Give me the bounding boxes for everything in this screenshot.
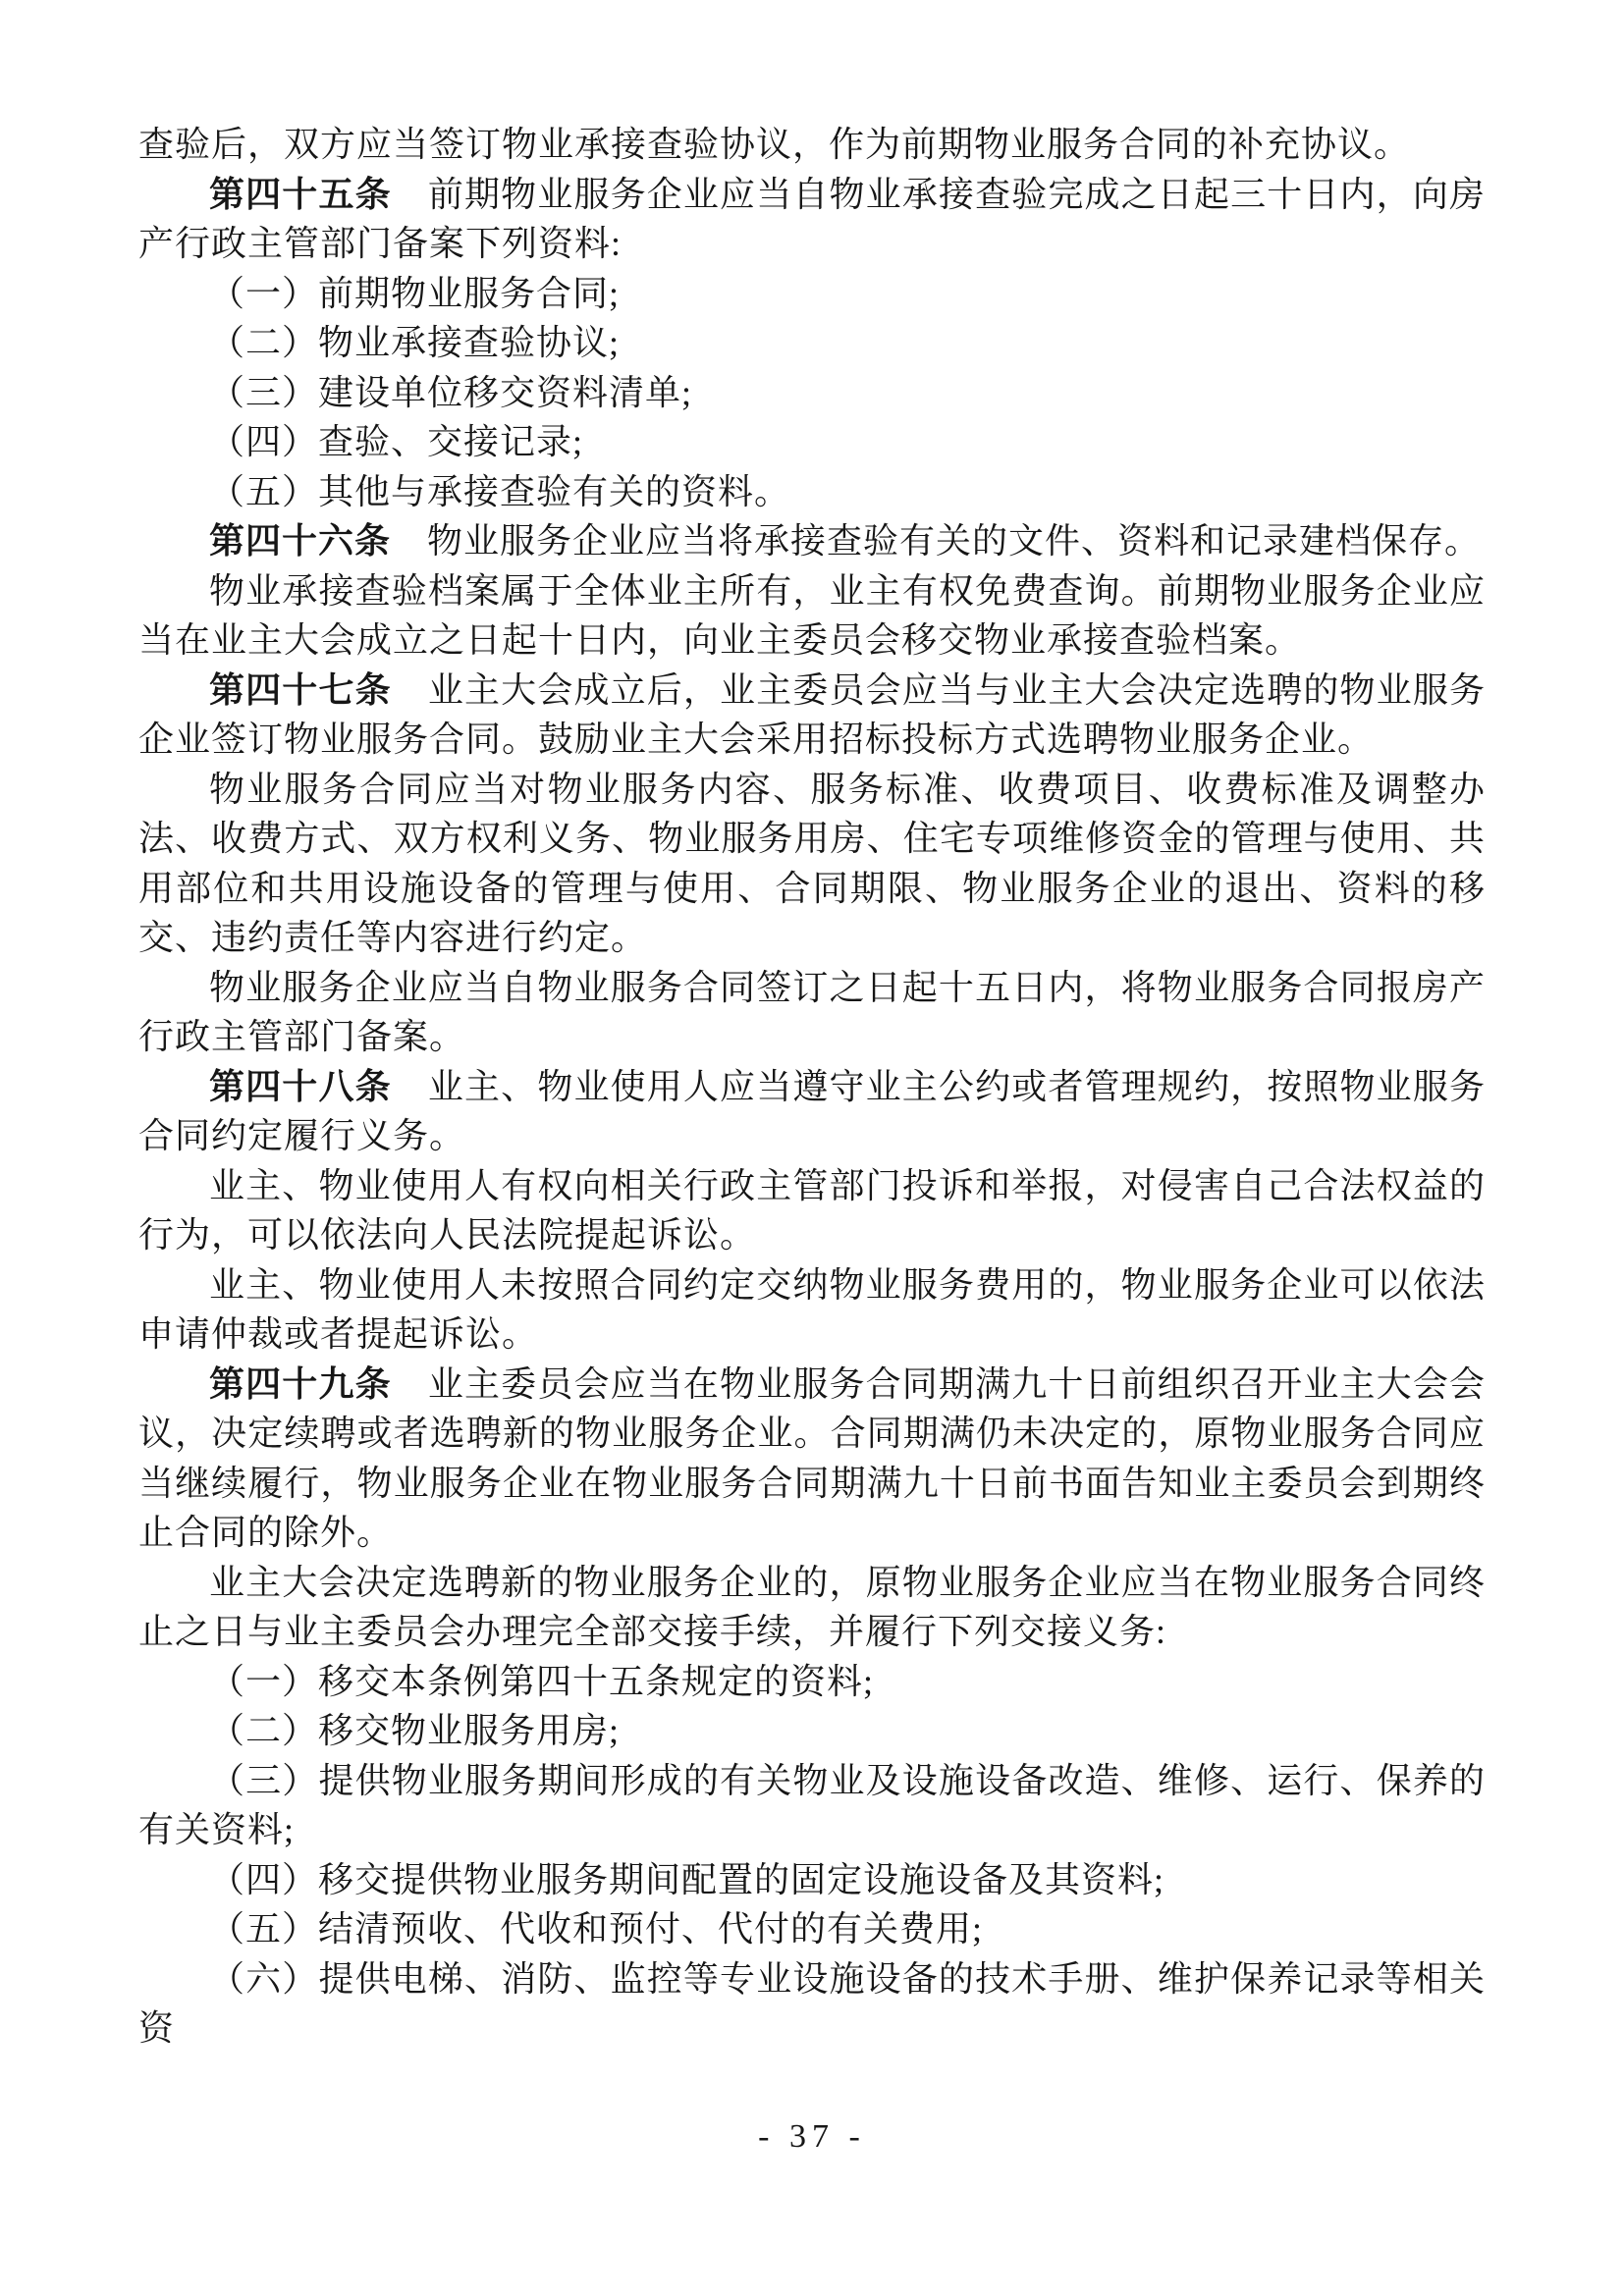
article-paragraph: 第四十九条 业主委员会应当在物业服务合同期满九十日前组织召开业主大会会议，决定续聘或者选聘新的物业服务企业。合同期满仍未决定的，原物业服务合同应当继续履行，物业服务企业在物业服务合同期满九十日前书面告知业主委员会到期终止合同的除外。 xyxy=(138,1363,1486,1552)
paragraph: （五）其他与承接查验有关的资料。 xyxy=(209,471,791,511)
paragraph: （五）结清预收、代收和预付、代付的有关费用; xyxy=(209,1909,984,1949)
paragraph: 物业服务合同应当对物业服务内容、服务标准、收费项目、收费标准及调整办法、收费方式、双方权利义务、物业服务用房、住宅专项维修资金的管理与使用、共用部位和共用设施设备的管理与使用、合同期限、物业服务企业的退出、资料的移交、违约责任等内容进行约定。 xyxy=(138,769,1486,957)
paragraph: 查验后，双方应当签订物业承接查验协议，作为前期物业服务合同的补充协议。 xyxy=(138,125,1411,164)
paragraph: （三）建设单位移交资料清单; xyxy=(209,372,693,412)
paragraph: （一）前期物业服务合同; xyxy=(209,273,621,313)
paragraph: （一）移交本条例第四十五条规定的资料; xyxy=(209,1661,875,1701)
article-number: 第四十七条 xyxy=(209,669,392,710)
paragraph: （六）提供电梯、消防、监控等专业设施设备的技术手册、维护保养记录等相关资 xyxy=(138,1958,1486,2048)
paragraph: 业主大会决定选聘新的物业服务企业的，原物业服务企业应当在物业服务合同终止之日与业主委员会办理完全部交接手续，并履行下列交接义务: xyxy=(138,1562,1486,1651)
article-paragraph: 第四十八条 业主、物业使用人应当遵守业主公约或者管理规约，按照物业服务合同约定履行义务。 xyxy=(138,1066,1486,1155)
document-body xyxy=(138,120,1486,2054)
paragraph: （四）查验、交接记录; xyxy=(209,422,584,461)
page-number: - 37 - xyxy=(758,2118,866,2155)
paragraph: 物业服务企业应当自物业服务合同签订之日起十五日内，将物业服务合同报房产行政主管部门备案。 xyxy=(138,967,1486,1056)
article-number: 第四十六条 xyxy=(209,521,392,561)
article-number: 第四十九条 xyxy=(209,1363,392,1404)
article-paragraph: 第四十六条 物业服务企业应当将承接查验有关的文件、资料和记录建档保存。 xyxy=(209,521,1482,561)
paragraph: 业主、物业使用人有权向相关行政主管部门投诉和举报，对侵害自己合法权益的行为，可以依法向人民法院提起诉讼。 xyxy=(138,1165,1486,1255)
paragraph: 业主、物业使用人未按照合同约定交纳物业服务费用的，物业服务企业可以依法申请仲裁或者提起诉讼。 xyxy=(138,1264,1486,1354)
paragraph: （四）移交提供物业服务期间配置的固定设施设备及其资料; xyxy=(209,1859,1165,1899)
article-number: 第四十五条 xyxy=(209,174,392,214)
article-number: 第四十八条 xyxy=(209,1066,392,1106)
paragraph: 物业承接查验档案属于全体业主所有，业主有权免费查询。前期物业服务企业应当在业主大会成立之日起十日内，向业主委员会移交物业承接查验档案。 xyxy=(138,570,1486,660)
paragraph: （二）移交物业服务用房; xyxy=(209,1711,621,1750)
article-paragraph: 第四十七条 业主大会成立后，业主委员会应当与业主大会决定选聘的物业服务企业签订物业服务合同。鼓励业主大会采用招标投标方式选聘物业服务企业。 xyxy=(138,669,1486,759)
paragraph: （二）物业承接查验协议; xyxy=(209,323,621,362)
paragraph: （三）提供物业服务期间形成的有关物业及设施设备改造、维修、运行、保养的有关资料; xyxy=(138,1760,1486,1849)
article-paragraph: 第四十五条 前期物业服务企业应当自物业承接查验完成之日起三十日内，向房产行政主管部门备案下列资料: xyxy=(138,174,1486,263)
